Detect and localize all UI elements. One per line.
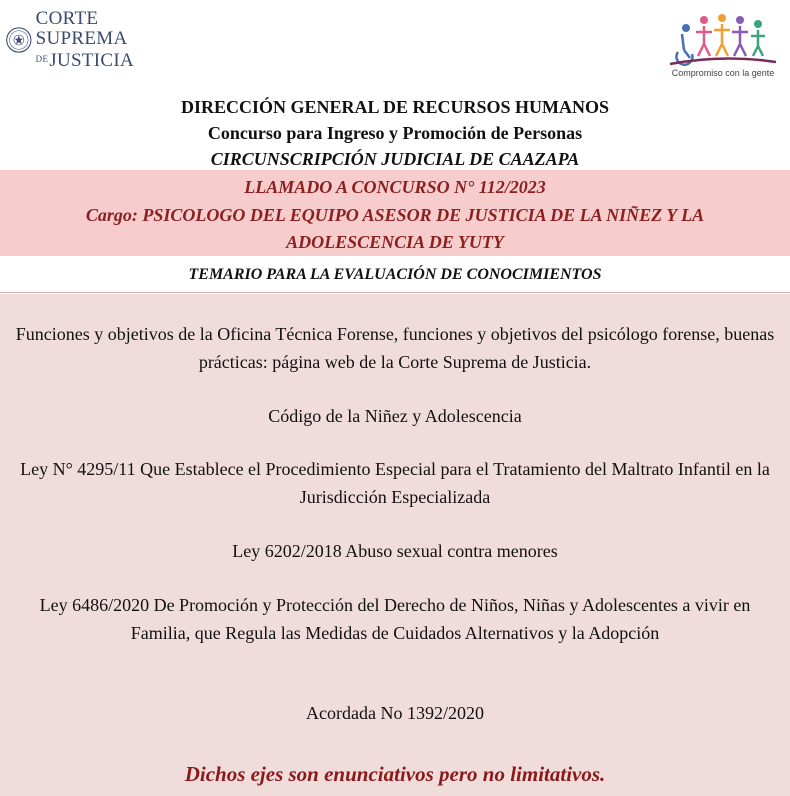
title-block [0,94,790,172]
disclaimer: Dichos ejes son enunciativos pero no limitativos. [184,762,606,786]
court-seal-icon [6,22,32,58]
syllabus-item-1: Funciones y objetivos de la Oficina Técnica Forense, funciones y objetivos del psicólogo forense, buenas prácticas: página web de la Corte Suprema de Justicia. [15,324,775,372]
page-header [0,0,790,92]
logo-line-justicia: JUSTICIA [49,50,134,71]
logo-line-de: DE [35,54,49,64]
logo-line-suprema: SUPREMA [35,28,128,49]
position-line-2: ADOLESCENCIA DE YUTY [286,232,504,252]
title-line-3: CIRCUNSCRIPCIÓN JUDICIAL DE CAAZAPA [210,149,580,169]
position-line-1: Cargo: PSICOLOGO DEL EQUIPO ASESOR DE JUSTICIA DE LA NIÑEZ Y LA [85,205,705,225]
call-band [0,170,790,256]
corte-suprema-logo [4,4,134,76]
syllabus-title: TEMARIO PARA LA EVALUACIÓN DE CONOCIMIENTOS [188,266,602,283]
people-figures-icon [664,6,782,68]
syllabus-item-4: Ley 6202/2018 Abuso sexual contra menores [232,541,558,561]
syllabus-item-6: Acordada No 1392/2020 [306,703,484,723]
title-line-2: Concurso para Ingreso y Promoción de Personas [207,123,583,143]
call-number: LLAMADO A CONCURSO N° 112/2023 [244,177,546,197]
compromiso-logo [664,6,782,86]
slogan-text: Compromiso con la gente [671,68,775,78]
title-line-1: DIRECCIÓN GENERAL DE RECURSOS HUMANOS [180,97,610,117]
syllabus-item-5: Ley 6486/2020 De Promoción y Protección del Derecho de Niños, Niñas y Adolescentes a vivir en Familia, que Regula las Medidas de Cuidados Alternativos y la Adopción [39,595,751,643]
divider [0,292,790,293]
syllabus-item-3: Ley N° 4295/11 Que Establece el Procedimiento Especial para el Tratamiento del Maltrato Infantil en la Jurisdicción Especializada [20,459,770,507]
logo-line-corte: CORTE [35,8,99,29]
syllabus-item-2: Código de la Niñez y Adolescencia [268,406,522,426]
